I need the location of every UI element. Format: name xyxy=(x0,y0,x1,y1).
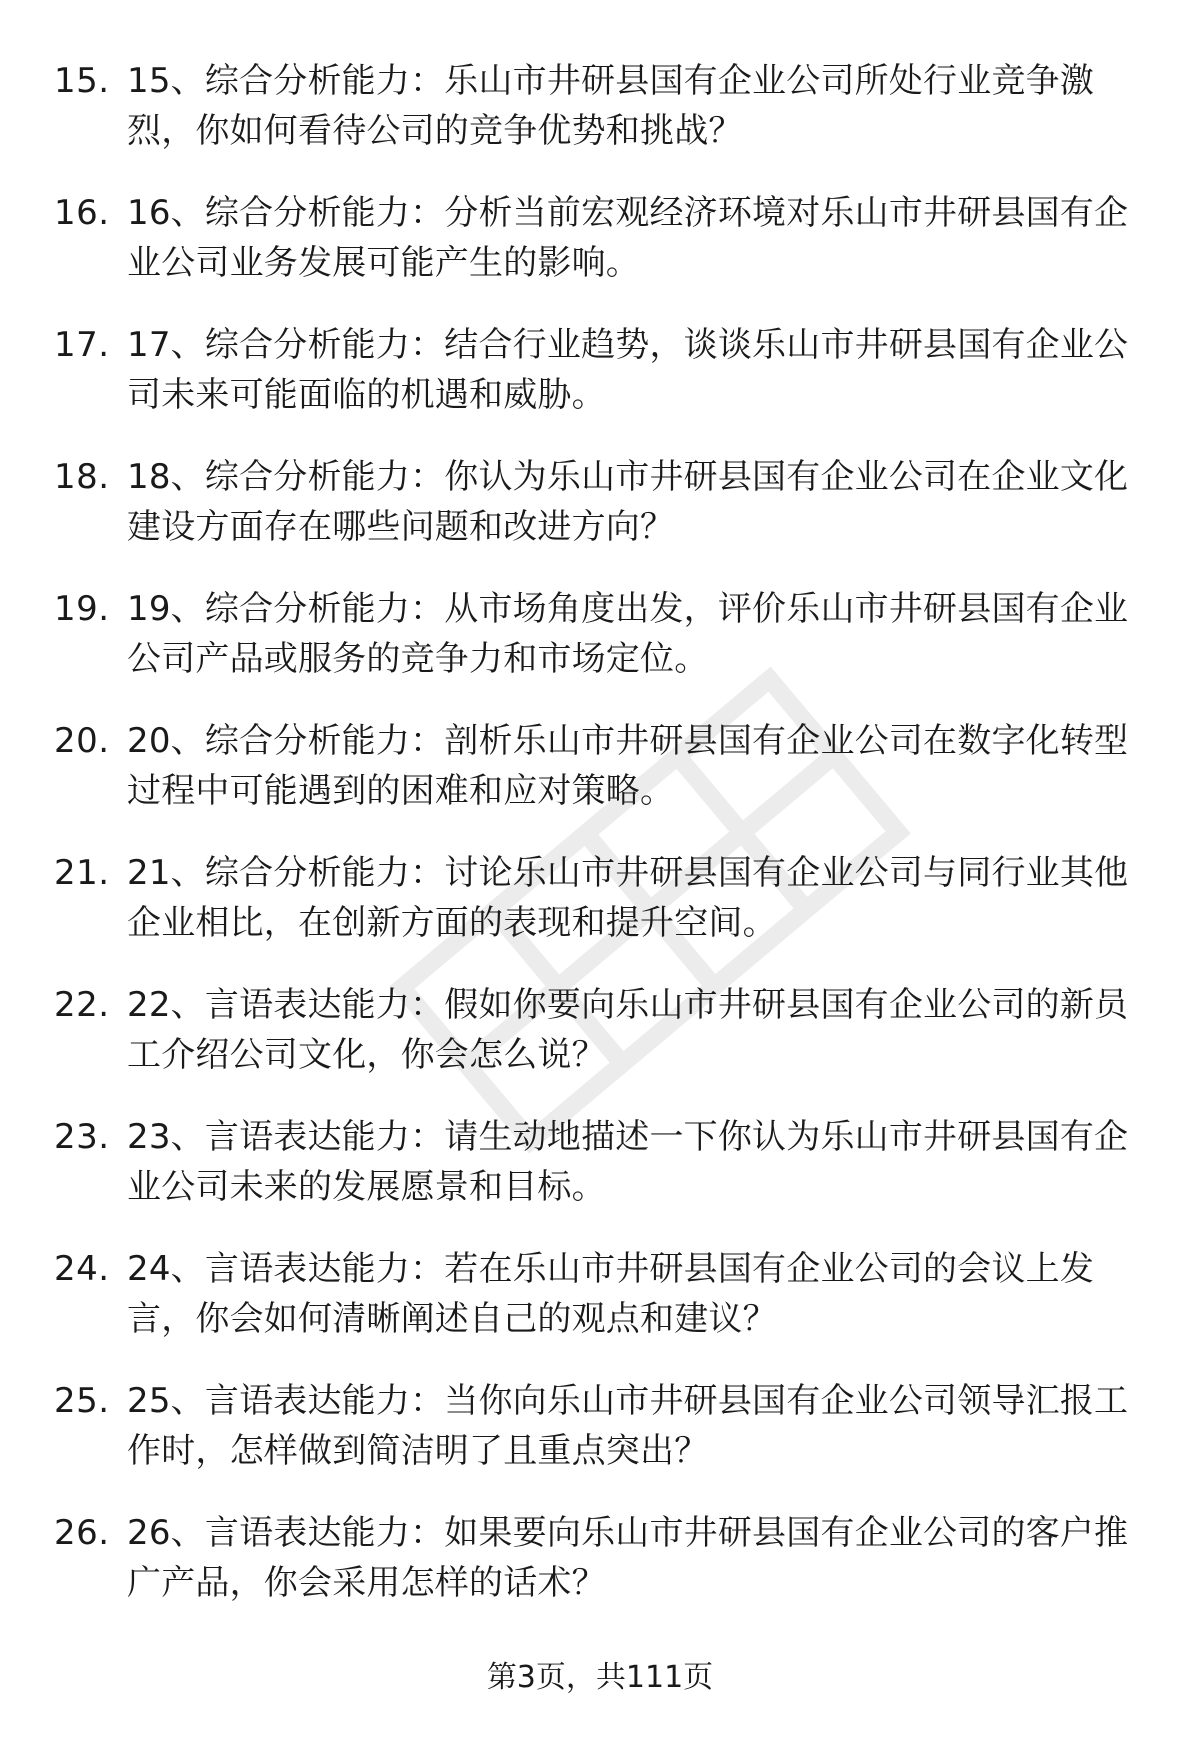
question-number: 19. xyxy=(54,589,110,629)
question-text: 22、言语表达能力：假如你要向乐山市井研县国有企业公司的新员工介绍公司文化，你会怎么说？ xyxy=(127,985,1129,1075)
question-item xyxy=(0,584,1200,716)
question-item xyxy=(0,452,1200,584)
question-number: 22. xyxy=(54,985,110,1025)
question-text: 16、综合分析能力：分析当前宏观经济环境对乐山市井研县国有企业公司业务发展可能产生的影响。 xyxy=(127,193,1129,283)
question-text: 24、言语表达能力：若在乐山市井研县国有企业公司的会议上发言，你会如何清晰阐述自己的观点和建议？ xyxy=(127,1249,1095,1339)
question-number: 20. xyxy=(54,721,110,761)
question-number: 17. xyxy=(54,325,110,365)
question-text: 20、综合分析能力：剖析乐山市井研县国有企业公司在数字化转型过程中可能遇到的困难和应对策略。 xyxy=(127,721,1129,811)
question-list xyxy=(0,56,1200,1640)
question-text: 18、综合分析能力：你认为乐山市井研县国有企业公司在企业文化建设方面存在哪些问题和改进方向？ xyxy=(127,457,1129,547)
question-item xyxy=(0,1376,1200,1508)
question-number: 18. xyxy=(54,457,110,497)
question-text: 23、言语表达能力：请生动地描述一下你认为乐山市井研县国有企业公司未来的发展愿景和目标。 xyxy=(127,1117,1129,1207)
question-text: 25、言语表达能力：当你向乐山市井研县国有企业公司领导汇报工作时，怎样做到简洁明了且重点突出？ xyxy=(127,1381,1129,1471)
question-number: 16. xyxy=(54,193,110,233)
page-number: 第3页，共111页 xyxy=(486,1660,714,1695)
question-item xyxy=(0,848,1200,980)
question-text: 19、综合分析能力：从市场角度出发，评价乐山市井研县国有企业公司产品或服务的竞争力和市场定位。 xyxy=(127,589,1129,679)
question-number: 15. xyxy=(54,61,110,101)
question-number: 25. xyxy=(54,1381,110,1421)
question-item xyxy=(0,1112,1200,1244)
question-text: 17、综合分析能力：结合行业趋势，谈谈乐山市井研县国有企业公司未来可能面临的机遇和威胁。 xyxy=(127,325,1129,415)
question-text: 26、言语表达能力：如果要向乐山市井研县国有企业公司的客户推广产品，你会采用怎样的话术？ xyxy=(127,1513,1129,1603)
question-item xyxy=(0,1244,1200,1376)
question-item xyxy=(0,56,1200,188)
question-text: 15、综合分析能力：乐山市井研县国有企业公司所处行业竞争激烈，你如何看待公司的竞争优势和挑战？ xyxy=(127,61,1095,151)
question-number: 21. xyxy=(54,853,110,893)
question-number: 26. xyxy=(54,1513,110,1553)
question-item xyxy=(0,1508,1200,1640)
question-number: 24. xyxy=(54,1249,110,1289)
question-item xyxy=(0,320,1200,452)
question-item xyxy=(0,188,1200,320)
question-item xyxy=(0,716,1200,848)
question-item xyxy=(0,980,1200,1112)
question-text: 21、综合分析能力：讨论乐山市井研县国有企业公司与同行业其他企业相比，在创新方面的表现和提升空间。 xyxy=(127,853,1129,943)
question-number: 23. xyxy=(54,1117,110,1157)
